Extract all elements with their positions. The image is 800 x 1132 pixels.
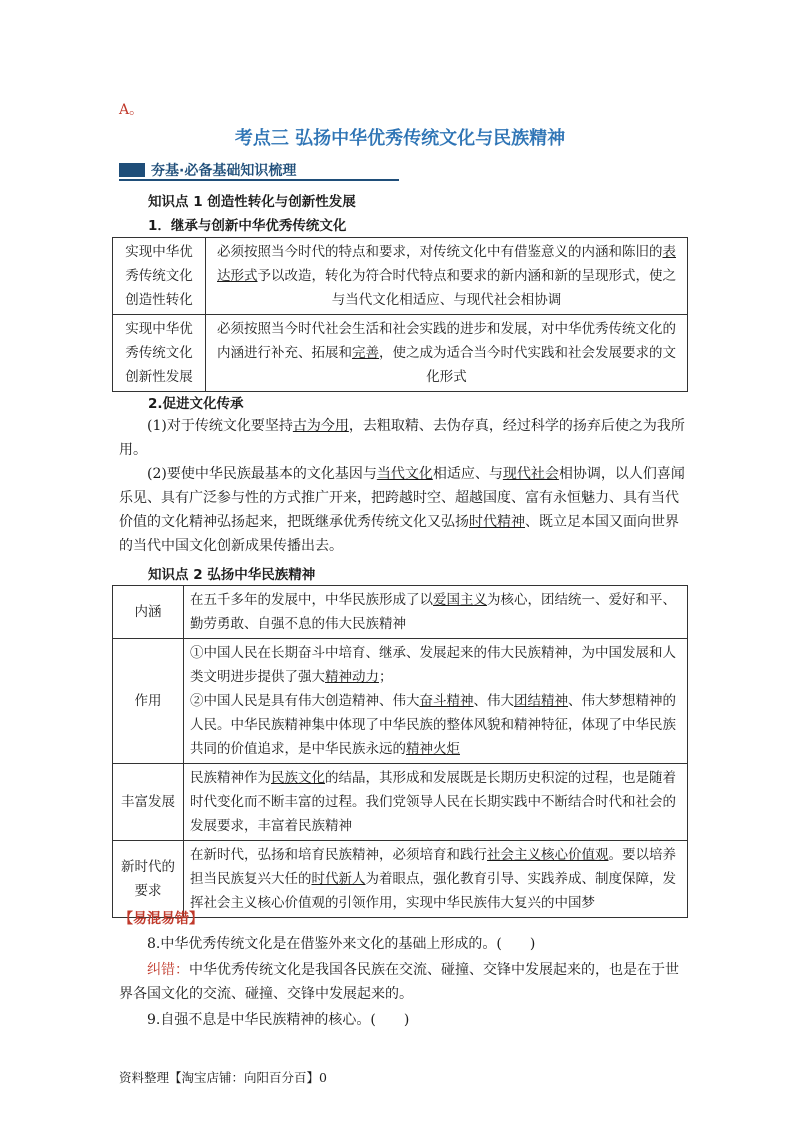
- previous-answer: A。: [119, 102, 144, 118]
- row-content: 民族精神作为民族文化的结晶，其形成和发展既是长期历史积淀的过程，也是随着时代变化而不断丰富的过程。我们党领导人民在长期实践中不断结合时代和社会的发展要求，丰富着民族精神: [184, 764, 688, 841]
- row-label: 实现中华优秀传统文化创新性发展: [113, 315, 206, 392]
- row-label: 新时代的要求: [113, 841, 184, 918]
- paragraph-2: (2)要使中华民族最基本的文化基因与当代文化相适应、与现代社会相协调，以人们喜闻乐见、具有广泛参与性的方式推广开来，把跨越时空、超越国度、富有永恒魅力、具有当代价值的文化精神弘扬起来，把既继承优秀传统文化又弘扬时代精神、既立足本国又面向世界的当代中国文化创新成果传播出去。: [119, 466, 685, 554]
- row-label: 作用: [113, 639, 184, 764]
- row-label: 丰富发展: [113, 764, 184, 841]
- question-9: 9.自强不息是中华民族精神的核心。( ): [147, 1012, 410, 1028]
- page-title: 考点三 弘扬中华优秀传统文化与民族精神: [234, 128, 566, 149]
- row-content: 必须按照当今时代社会生活和社会实践的进步和发展，对中华优秀传统文化的内涵进行补充、拓展和完善，使之成为适合当今时代实践和社会发展要求的文化形式: [206, 315, 688, 392]
- row-content: 必须按照当今时代的特点和要求，对传统文化中有借鉴意义的内涵和陈旧的表达形式予以改造，转化为符合时代特点和要求的新内涵和新的呈现形式，使之与当代文化相适应、与现代社会相协调: [206, 238, 688, 315]
- banner-rule: [119, 179, 399, 181]
- table-row: [113, 639, 688, 764]
- row-label: 内涵: [113, 586, 184, 639]
- row-content: ①中国人民在长期奋斗中培育、继承、发展起来的伟大民族精神，为中国发展和人类文明进步提供了强大精神动力； ②中国人民是具有伟大创造精神、伟大奋斗精神、伟大团结精神、伟大梦想精神的人民。中华民族精神集中体现了中华民族的整体风貌和精神特征，体现了中华民族共同的价值追求，是中华民族永远的精神火炬: [184, 639, 688, 764]
- transformation-table: [112, 237, 688, 392]
- banner-text: 夯基·必备基础知识梳理: [151, 163, 297, 179]
- correction: 纠错：中华优秀传统文化是我国各民族在交流、碰撞、交锋中发展起来的，也是在于世界各国文化的交流、碰撞、交锋中发展起来的。: [119, 962, 679, 1002]
- subheading-inherit-innovate: 1．继承与创新中华优秀传统文化: [148, 218, 347, 234]
- row-label: 实现中华优秀传统文化创造性转化: [113, 238, 206, 315]
- question-8: 8.中华优秀传统文化是在借鉴外来文化的基础上形成的。( ): [147, 936, 536, 952]
- table-row: [113, 315, 688, 392]
- knowledge-point-2-heading: 知识点 2 弘扬中华民族精神: [148, 567, 316, 583]
- row-content: 在新时代，弘扬和培育民族精神，必须培育和践行社会主义核心价值观。要以培养担当民族复兴大任的时代新人为着眼点，强化教育引导、实践养成、制度保障，发挥社会主义核心价值观的引领作用，实现中华民族伟大复兴的中国梦: [184, 841, 688, 918]
- subheading-promote-heritage: 2.促进文化传承: [148, 396, 244, 412]
- easy-wrong-tag: 【易混易错】: [119, 911, 203, 927]
- correction-label: 纠错：: [147, 962, 189, 978]
- knowledge-point-1-heading: 知识点 1 创造性转化与创新性发展: [148, 194, 356, 210]
- table-row: [113, 238, 688, 315]
- row-content: 在五千多年的发展中，中华民族形成了以爱国主义为核心，团结统一、爱好和平、勤劳勇敢、自强不息的伟大民族精神: [184, 586, 688, 639]
- national-spirit-table: [112, 585, 688, 918]
- table-row: [113, 586, 688, 639]
- footer-text: 资料整理【淘宝店铺：向阳百分百】0: [119, 1070, 327, 1085]
- banner-bar: [119, 163, 145, 177]
- paragraph-1: (1)对于传统文化要坚持古为今用，去粗取精、去伪存真，经过科学的扬弃后使之为我所用。: [119, 418, 685, 458]
- table-row: [113, 841, 688, 918]
- section-banner: [119, 159, 399, 181]
- table-row: [113, 764, 688, 841]
